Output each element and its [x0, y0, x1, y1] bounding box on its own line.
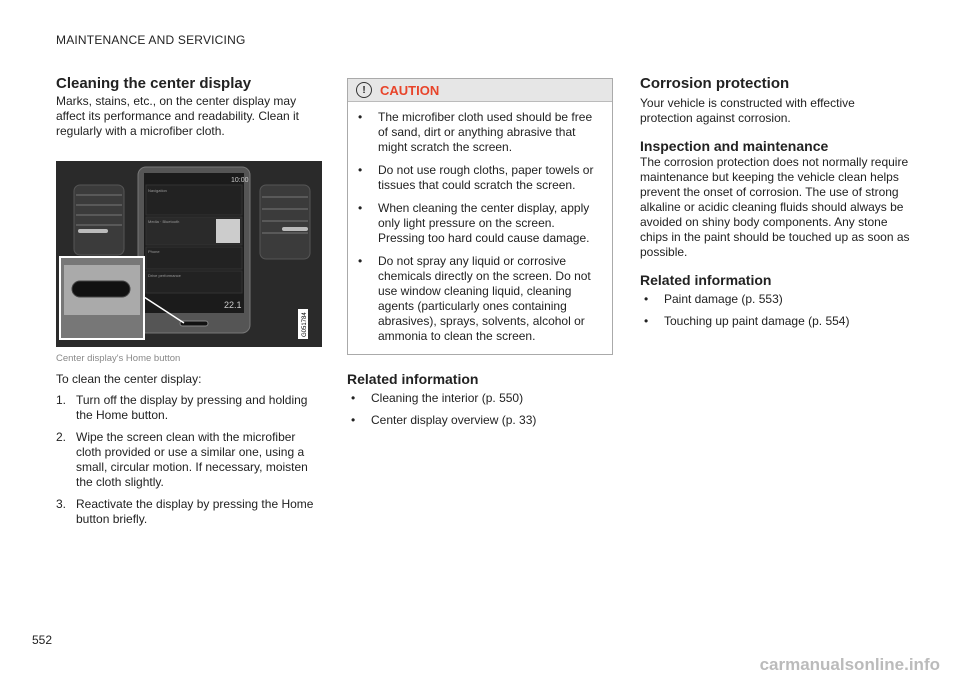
related-link-paint-damage[interactable]: • Paint damage (p. 553) [644, 292, 783, 306]
caution-column [347, 78, 613, 435]
caution-item: • The microfiber cloth used should be free of sand, dirt or anything abrasive that might scratch the screen. [358, 110, 593, 154]
svg-text:Navigation: Navigation [148, 188, 167, 193]
screen-time: 10:00 [231, 177, 249, 184]
home-button [180, 321, 208, 326]
warning-icon: ! [356, 82, 372, 98]
caution-item: • Do not use rough cloths, paper towels or tissues that could scratch the screen. [358, 163, 594, 192]
related-link-display-overview[interactable]: • Center display overview (p. 33) [351, 413, 537, 427]
step-item: 2. Wipe the screen clean with the microfiber cloth provided or use a similar one, using a small, circular motion. If necessary, moisten the cloth slightly. [56, 430, 308, 489]
svg-text:Phone: Phone [148, 249, 160, 254]
temperature-readout: 22.1 [224, 300, 242, 310]
caution-title: CAUTION [380, 82, 440, 98]
cleaning-steps [56, 393, 322, 527]
step-item: 3. Reactivate the display by pressing the Home button briefly. [56, 497, 314, 526]
svg-text:Media · Bluetooth: Media · Bluetooth [148, 219, 180, 224]
footer-watermark: carmanualsonline.info [759, 655, 940, 674]
intro-text: Marks, stains, etc., on the center display may affect its performance and readability. Clean it regularly with a microfiber cloth. [56, 94, 300, 138]
image-code: G051784 [302, 312, 308, 337]
corrosion-title: Corrosion protection [640, 75, 790, 92]
corrosion-intro: Your vehicle is constructed with effective protection against corrosion. [640, 96, 855, 125]
cleaning-display-section [56, 75, 322, 534]
related-list [640, 292, 910, 329]
page-number: 552 [32, 633, 53, 647]
caution-item: • Do not spray any liquid or corrosive chemicals directly on the screen. Do not use window cleaning liquid, cleaning agents (particularly ones containing abrasives), sprays, solvents, alcohol or ammonia to clean the screen. [358, 254, 591, 343]
related-title: Related information [640, 272, 772, 288]
page-header: MAINTENANCE AND SERVICING [56, 33, 246, 47]
image-caption: Center display's Home button [56, 353, 181, 364]
right-air-vent [260, 185, 310, 259]
related-title: Related information [347, 371, 479, 387]
corrosion-section [640, 75, 910, 336]
caution-list [348, 102, 612, 354]
svg-text:Drive performance: Drive performance [148, 273, 181, 278]
caution-box [347, 78, 613, 355]
related-link-cleaning-interior[interactable]: • Cleaning the interior (p. 550) [351, 391, 524, 405]
inspection-text: The corrosion protection does not normally require maintenance but keeping the vehicle clean helps prevent the onset of corrosion. The use of strong alkaline or acidic cleaning fluids should always be avoided on shiny body components. Any stone chips in the paint should be touched up as soon as possible. [640, 155, 910, 259]
left-air-vent [74, 185, 124, 255]
related-list [347, 391, 613, 428]
caution-item: • When cleaning the center display, apply only light pressure on the screen. Pressing too hard could cause damage. [358, 201, 590, 245]
section-title: Cleaning the center display [56, 75, 252, 92]
center-display-photo [56, 161, 322, 347]
caution-header [348, 79, 612, 102]
step-item: 1. Turn off the display by pressing and holding the Home button. [56, 393, 308, 422]
steps-lead: To clean the center display: [56, 372, 202, 386]
inspection-title: Inspection and maintenance [640, 138, 829, 154]
related-link-touching-up[interactable]: • Touching up paint damage (p. 554) [644, 314, 850, 328]
